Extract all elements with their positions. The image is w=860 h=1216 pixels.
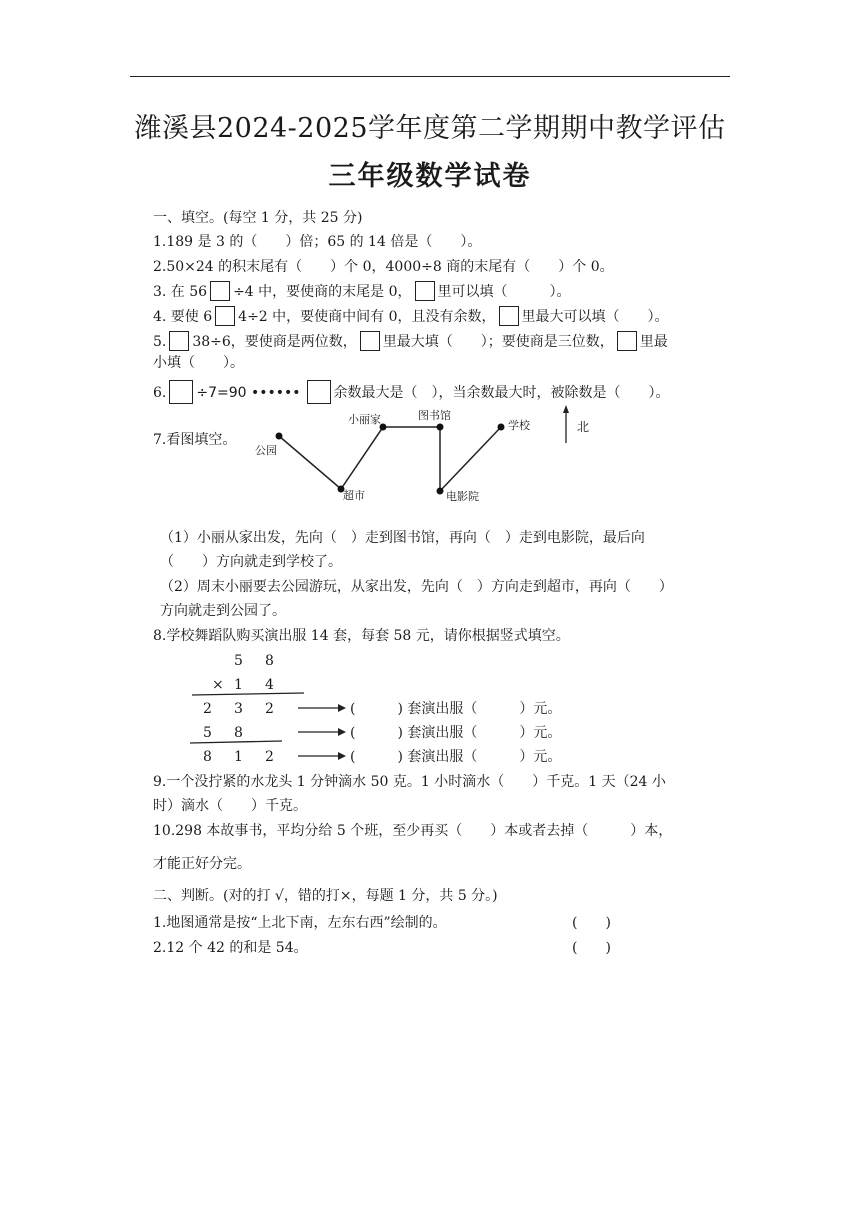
question-6-part-a: 6. — [153, 385, 167, 401]
question-6-part-c: 余数最大是（ ），当余数最大时，被除数是（ ）。 — [333, 385, 670, 401]
calc-answer-1: ( ) 套演出服（ ）元。 — [350, 701, 562, 717]
calc-digit: 2 — [203, 701, 212, 717]
question-7-sub1: （1）小丽从家出发，先向（ ）走到图书馆，再向（ ）走到电影院，最后向 — [160, 530, 645, 546]
exam-title: 潍溪县2024-2025学年度第二学期期中教学评估 — [134, 113, 726, 144]
question-7-sub1-continued: （ ）方向就走到学校了。 — [160, 554, 342, 570]
question-4-part-c: 里最大可以填（ ）。 — [521, 309, 669, 325]
question-3-part-b: ÷4 中，要使商的末尾是 0， — [233, 284, 412, 300]
place-cinema: 电影院 — [446, 490, 479, 503]
judge-question-1: 1.地图通常是按“上北下南，左东右西”绘制的。 — [153, 915, 447, 931]
place-school: 学校 — [508, 419, 530, 432]
place-market: 超市 — [343, 489, 365, 502]
section2-heading: 二、判断。(对的打 √，错的打×，每题 1 分，共 5 分。) — [153, 888, 498, 904]
calc-digit: 8 — [265, 653, 274, 669]
calc-answer-3: ( ) 套演出服（ ）元。 — [350, 749, 562, 765]
question-4-part-a: 4. 要使 6 — [153, 309, 213, 325]
question-5-part-c: 里最大填（ ）；要使商是三位数， — [382, 334, 614, 350]
arrow-icon — [338, 752, 346, 760]
question-10: 10.298 本故事书，平均分给 5 个班，至少再买（ ）本或者去掉（ ）本， — [153, 823, 673, 839]
question-5-part-b: 38÷6，要使商是两位数， — [192, 334, 357, 350]
place-library: 图书馆 — [418, 409, 451, 422]
calc-digit: 1 — [234, 749, 243, 765]
calc-digit: 1 — [234, 677, 243, 693]
question-7-sub2-continued: 方向就走到公园了。 — [160, 603, 286, 619]
question-3-part-c: 里可以填（ ）。 — [437, 284, 571, 300]
place-home: 小丽家 — [348, 413, 381, 426]
question-2: 2.50×24 的积末尾有（ ）个 0，4000÷8 商的末尾有（ ）个 0。 — [153, 259, 614, 275]
question-8: 8.学校舞蹈队购买演出服 14 套，每套 58 元，请你根据竖式填空。 — [153, 628, 570, 644]
arrow-icon — [338, 728, 346, 736]
calc-multiply-sign: × — [212, 677, 224, 693]
question-9: 9.一个没拧紧的水龙头 1 分钟滴水 50 克。1 小时滴水（ ）千克。1 天（24 小 — [153, 774, 666, 790]
question-5-part-d: 里最 — [639, 334, 668, 350]
calc-digit: 2 — [265, 701, 274, 717]
question-7-sub2: （2）周末小丽要去公园游玩，从家出发，先向（ ）方向走到超市，再向（ ） — [160, 579, 673, 595]
question-6-part-b: ÷7=90 •••••• — [196, 385, 301, 401]
question-3-part-a: 3. 在 56 — [153, 284, 208, 300]
calc-digit: 8 — [203, 749, 212, 765]
north-label: 北 — [577, 420, 590, 434]
calc-answer-2: ( ) 套演出服（ ）元。 — [350, 725, 562, 741]
judge-answer-2[interactable]: ( ) — [572, 940, 611, 956]
question-4-part-b: 4÷2 中，要使商中间有 0，且没有余数， — [238, 309, 496, 325]
calc-digit: 2 — [265, 749, 274, 765]
calc-digit: 8 — [234, 725, 243, 741]
arrow-icon — [338, 704, 346, 712]
judge-answer-1[interactable]: ( ) — [572, 915, 611, 931]
section1-heading: 一、填空。(每空 1 分，共 25 分) — [153, 210, 363, 226]
question-5-continued: 小填（ ）。 — [153, 355, 244, 371]
exam-subtitle: 三年级数学试卷 — [328, 161, 532, 192]
question-1: 1.189 是 3 的（ ）倍；65 的 14 倍是（ ）。 — [153, 234, 482, 250]
calc-digit: 5 — [234, 653, 243, 669]
judge-question-2: 2.12 个 42 的和是 54。 — [153, 940, 308, 956]
question-9-continued: 时）滴水（ ）千克。 — [153, 798, 307, 814]
question-7-label: 7.看图填空。 — [153, 432, 237, 448]
question-10-continued: 才能正好分完。 — [153, 856, 251, 872]
place-park: 公园 — [255, 444, 277, 457]
calc-digit: 3 — [234, 701, 243, 717]
calc-digit: 5 — [203, 725, 212, 741]
calc-digit: 4 — [265, 677, 274, 693]
question-5-part-a: 5. — [153, 334, 167, 350]
